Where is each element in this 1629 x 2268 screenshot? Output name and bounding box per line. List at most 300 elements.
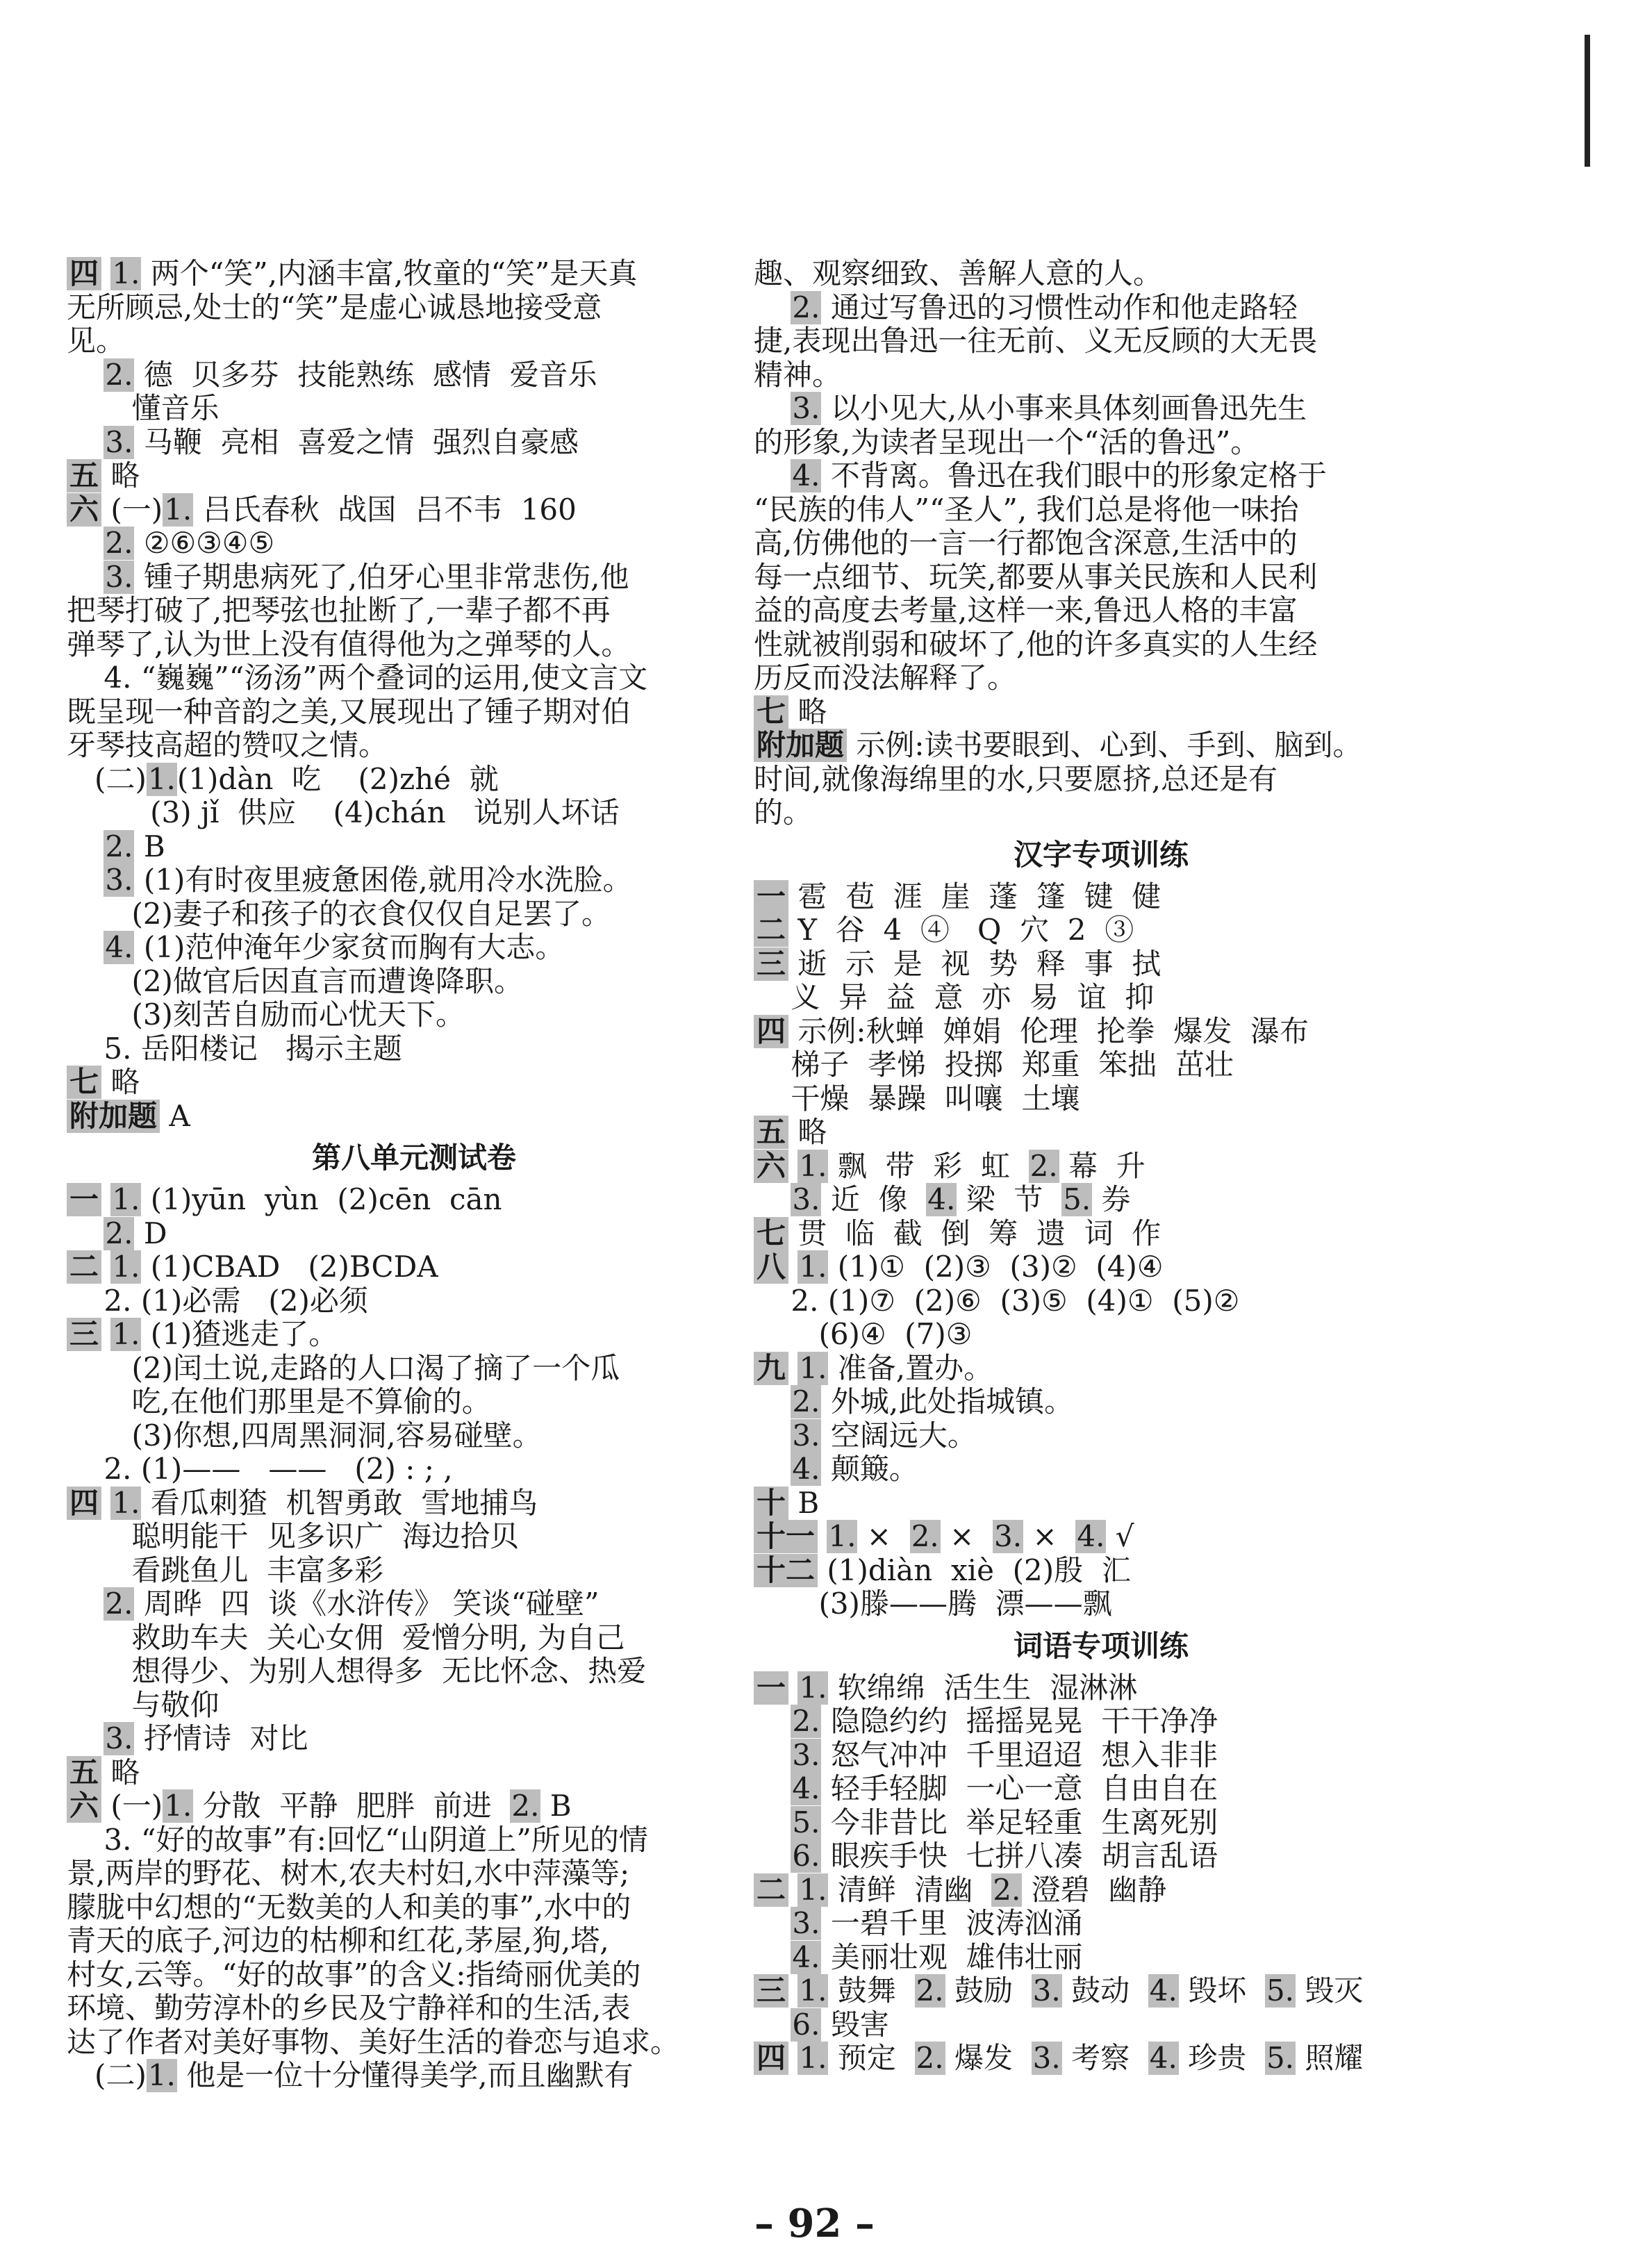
answer-line [754,459,1448,493]
answer-line [754,1671,1448,1705]
answer-text: 时间,就像海绵里的水,只要愿挤,总还是有 [754,762,1278,796]
answer-text: 鼓励 [945,1974,1032,2008]
item-number: 3. [792,1907,820,1940]
answer-text: 怒气冲冲 千里迢迢 想入非非 [821,1738,1218,1772]
answer-text: √ [1106,1520,1134,1553]
answer-line [754,1419,1448,1453]
answer-text: 逝 示 是 视 势 释 事 拭 [788,947,1161,981]
question-label: 五 [67,459,101,492]
question-label: 六 [67,1789,101,1823]
answer-line [67,358,761,392]
answer-line [754,1217,1448,1251]
answer-line [754,1015,1448,1049]
question-label: 附加题 [67,1100,160,1133]
answer-text: 景,两岸的野花、树木,农夫村妇,水中萍藻等; [67,1857,630,1890]
question-label: 一 [754,1671,788,1705]
answer-text: 益的高度去考量,这样一来,鲁迅人格的丰富 [754,594,1298,627]
answer-line [67,1992,761,2026]
answer-line [754,763,1448,797]
question-label: 十二 [754,1554,818,1587]
answer-line [754,392,1448,426]
answer-text: 吃,在他们那里是不算偷的。 [67,1385,491,1418]
answer-text [788,1873,797,1907]
answer-line [754,1250,1448,1284]
answer-text: (1)猹逃走了。 [141,1318,338,1351]
answer-text: 券 [1092,1183,1131,1216]
answer-text: (3)你想,四周黑洞洞,容易碰壁。 [67,1418,542,1452]
answer-text: 飘 带 彩 虹 [828,1149,1029,1183]
answer-text: × [857,1520,910,1553]
answer-line [754,1772,1448,1806]
answer-text: 历反而没法解释了。 [754,661,1017,695]
item-number: 2. [105,527,133,560]
item-number: 5. [1266,2042,1295,2075]
answer-line [754,324,1448,358]
item-number: 3. [105,425,133,459]
question-label: 三 [754,1974,788,2008]
item-number: 5. [1063,1183,1091,1216]
answer-text [754,1772,791,1805]
answer-text: 聪明能干 见多识广 海边拾贝 [67,1520,519,1553]
answer-text: 梁 节 [957,1183,1062,1216]
item-number: 2. [105,1216,133,1250]
item-number: 1. [112,1318,140,1351]
question-label: 一 [754,880,788,913]
page-number: – 92 – [754,2201,875,2246]
answer-text: ②⑥③④⑤ [134,527,275,560]
answer-line [67,459,761,493]
answer-text: 5. 岳阳楼记 揭示主题 [67,1032,402,1066]
answer-text: B [134,829,165,863]
answer-text: × [1023,1520,1076,1553]
item-number: 4. [1077,1520,1105,1553]
question-label: 附加题 [754,729,847,762]
answer-text: 牙琴技高超的赞叹之情。 [67,729,388,762]
item-number: 1. [799,1974,827,2008]
answer-line [754,1520,1448,1554]
answer-line [67,1284,761,1318]
item-number: 6. [792,1839,820,1873]
answer-text: (1)CBAD (2)BCDA [141,1250,438,1284]
answer-line [67,1756,761,1790]
answer-text: 毁害 [821,2008,889,2042]
answer-line [754,1352,1448,1386]
question-label: 三 [67,1318,101,1351]
answer-line [754,527,1448,561]
answer-text: 通过写鲁迅的习惯性动作和他走路轻 [821,290,1298,324]
question-label: 四 [754,2042,788,2075]
item-number: 5. [792,1805,820,1839]
answer-text [67,1587,104,1621]
answer-text: 毁灭 [1296,1974,1364,2008]
answer-text: (1)有时夜里疲惫困倦,就用冷水洗脸。 [134,863,632,897]
answer-line [67,661,761,695]
answer-text: 略 [101,459,140,492]
answer-text: A [160,1099,190,1133]
item-number: 1. [147,2059,176,2092]
item-number: 4. [1149,2042,1177,2075]
question-label: 九 [754,1352,788,1385]
answer-text: 眼疾手快 七拼八凑 胡言乱语 [821,1839,1218,1873]
answer-line [754,291,1448,325]
answer-line [67,527,761,561]
question-label: 四 [67,1487,101,1520]
answer-text [101,1250,110,1284]
answer-line [67,1958,761,1992]
answer-text: B [540,1789,572,1823]
answer-text: 考察 [1061,2042,1148,2075]
answer-text [754,1941,791,1974]
answer-line [67,1924,761,1958]
answer-line [754,1941,1448,1975]
item-number: 3. [105,863,133,897]
answer-line [754,1116,1448,1150]
answer-line [67,1857,761,1891]
answer-line [67,1066,761,1100]
answer-text: 珍贵 [1178,2042,1265,2075]
answer-text: 示例:读书要眼到、心到、手到、脑到。 [847,729,1362,762]
answer-line [67,1419,761,1453]
answer-text [67,830,104,863]
answer-line [754,1385,1448,1419]
answer-text [788,1150,797,1183]
item-number: 2. [105,358,133,392]
answer-text [67,527,104,560]
right-column [754,257,1448,2076]
answer-line [754,1806,1448,1840]
answer-text: 爆发 [945,2042,1032,2075]
item-number: 2. [911,1520,939,1553]
answer-line [754,628,1448,662]
question-label: 五 [67,1756,101,1789]
answer-text [754,2008,791,2042]
answer-text: (3) jǐ 供应 (4)chán 说别人坏话 [67,796,620,829]
answer-line [67,628,761,662]
answer-text: 懂音乐 [67,392,220,425]
answer-line [67,1183,761,1217]
answer-text: 不背离。鲁迅在我们眼中的形象定格于 [821,459,1327,492]
item-number: 4. [1149,1974,1177,2008]
item-number: 2. [916,2042,944,2075]
answer-text [67,426,104,459]
answer-line [67,1722,761,1756]
section-heading: 第八单元测试卷 [311,1141,516,1175]
answer-text: 与敬仰 [67,1688,220,1722]
answer-text: 今非昔比 举足轻重 生离死别 [821,1805,1218,1839]
answer-text: 梯子 孝悌 投掷 郑重 笨拙 茁壮 [754,1048,1234,1082]
answer-line [67,1100,761,1134]
answer-line [754,1082,1448,1116]
answer-text [754,1183,791,1216]
answer-line [754,2042,1448,2076]
answer-text [101,1183,110,1216]
answer-text: 略 [101,1066,140,1099]
answer-text: 一碧千里 波涛汹涌 [821,1907,1083,1940]
item-number: 1. [799,1873,827,1907]
question-label: 十一 [754,1520,818,1553]
item-number: 2. [105,1587,133,1621]
answer-text: 雹 苞 涯 崖 蓬 篷 键 健 [788,879,1161,913]
answer-text [67,561,104,594]
answer-text: 性就被削弱和破坏了,他的许多真实的人生经 [754,627,1318,661]
item-number: 3. [792,1418,820,1452]
answer-text: 精神。 [754,358,842,392]
answer-text [754,1419,791,1452]
answer-text: (3)刻苦自励而心忧天下。 [67,998,465,1032]
answer-text: 的形象,为读者呈现出一个“活的鲁迅”。 [754,425,1260,459]
item-number: 3. [792,1738,820,1772]
answer-text: 锺子期患病死了,伯牙心里非常悲伤,他 [134,560,629,594]
question-label: 七 [754,1217,788,1250]
answer-text [754,1806,791,1839]
question-label: 四 [67,257,101,290]
answer-text: 达了作者对美好事物、美好生活的眷恋与追求。 [67,2025,680,2059]
item-number: 3. [1032,2042,1061,2075]
answer-text [754,1739,791,1772]
question-label: 一 [67,1183,101,1216]
answer-line [67,695,761,729]
answer-text: 无所顾忌,处士的“笑”是虚心诚恳地接受意 [67,290,602,324]
answer-line [67,1789,761,1823]
answer-text [788,1671,797,1705]
answer-line [67,2026,761,2060]
answer-line [754,981,1448,1015]
answer-text: 把琴打破了,把琴弦也扯断了,一辈子都不再 [67,594,611,627]
answer-text: 既呈现一种音韵之美,又展现出了锺子期对伯 [67,695,631,729]
answer-line [67,493,761,527]
answer-text: B [788,1486,820,1520]
answer-line [754,1839,1448,1873]
answer-line [67,561,761,595]
answer-text: D [134,1216,167,1250]
answer-text: 软绵绵 活生生 湿淋淋 [828,1671,1138,1705]
answer-text: 2. (1)—— —— (2) : ; , [67,1452,453,1486]
answer-text: 隐隐约约 摇摇晃晃 干干净净 [821,1705,1218,1738]
item-number: 2. [792,1705,820,1738]
answer-text: 美丽壮观 雄伟壮丽 [821,1940,1083,1974]
item-number: 1. [799,1671,827,1705]
item-number: 1. [164,492,192,527]
answer-text: (6)④ (7)③ [754,1318,973,1351]
answer-text: 清鲜 清幽 [828,1873,992,1907]
answer-text: 德 贝多芬 技能熟练 感情 爱音乐 [134,358,597,392]
answer-text: 高,仿佛他的一言一行都饱含深意,生活中的 [754,527,1298,560]
answer-text: 贯 临 截 倒 筹 遗 词 作 [788,1216,1161,1250]
answer-text [754,392,791,425]
answer-line [67,291,761,325]
answer-line [754,1873,1448,1907]
answer-text: 4. “巍巍”“汤汤”两个叠词的运用,使文言文 [67,661,648,695]
item-number: 1. [112,1183,140,1216]
item-number: 3. [105,1722,133,1755]
item-number: 2. [511,1789,540,1823]
section-heading: 汉字专项训练 [1013,837,1189,872]
answer-text: 近 像 [821,1183,927,1216]
answer-line [67,594,761,628]
answer-line [67,1217,761,1251]
answer-line [754,947,1448,982]
answer-text: Y 谷 4 ④ Q 穴 2 ③ [788,913,1134,947]
answer-text: (2)妻子和孩子的衣食仅仅自足罢了。 [67,897,611,931]
answer-line [67,1689,761,1723]
answer-text: 毁坏 [1178,1974,1265,2008]
question-label: 十 [754,1487,788,1520]
answer-line [67,392,761,426]
question-label: 六 [67,493,101,527]
answer-line [67,1250,761,1284]
item-number: 1. [164,1789,192,1823]
answer-line [67,1487,761,1521]
answer-line [67,426,761,460]
item-number: 6. [792,2008,820,2042]
answer-line [754,913,1448,947]
answer-line [67,729,761,763]
answer-text: 青天的底子,河边的枯柳和红花,茅屋,狗,塔, [67,1924,609,1957]
answer-text [818,1520,827,1553]
answer-line [67,2059,761,2093]
answer-text [754,1452,791,1486]
answer-line [67,257,761,291]
answer-text [754,291,791,324]
answer-text: (1)diàn xiè (2)殷 汇 [818,1553,1131,1587]
question-label: 三 [754,947,788,981]
item-number: 1. [799,2042,827,2075]
answer-text: (2)闰土说,走路的人口渴了摘了一个瓜 [67,1351,620,1385]
answer-line [754,1150,1448,1184]
item-number: 1. [112,1250,140,1284]
answer-line [67,1318,761,1352]
answer-line [754,695,1448,729]
answer-text: 2. (1)⑦ (2)⑥ (3)⑤ (4)① (5)② [754,1284,1240,1318]
answer-text [754,459,791,492]
answer-text: (1)范仲淹年少家贫而胸有大志。 [134,931,565,964]
answer-text: 干燥 暴躁 叫嚷 土壤 [754,1082,1080,1116]
answer-line [754,880,1448,914]
answer-line [67,897,761,932]
answer-text: 两个“笑”,内涵丰富,牧童的“笑”是天真 [141,257,638,290]
answer-line [67,1520,761,1554]
answer-line [754,1048,1448,1082]
item-number: 4. [792,459,820,492]
item-number: 4. [927,1183,956,1216]
item-number: 1. [112,257,140,290]
answer-text: 2. (1)必需 (2)必须 [67,1284,368,1318]
answer-text [67,1722,104,1755]
answer-line [67,863,761,897]
answer-line [754,561,1448,595]
answer-text: 村女,云等。“好的故事”的含义:指绮丽优美的 [67,1957,641,1992]
answer-text: 轻手轻脚 一心一意 自由自在 [821,1772,1218,1805]
answer-text: 朦胧中幻想的“无数美的人和美的事”,水中的 [67,1890,631,1924]
answer-text: 看瓜刺猹 机智勇敢 雪地捕鸟 [141,1486,538,1520]
answer-line [754,1452,1448,1487]
answer-text: 弹琴了,认为世上没有值得他为之弹琴的人。 [67,627,631,661]
item-number: 1. [799,1250,827,1284]
question-label: 二 [754,913,788,947]
answer-text [754,1907,791,1940]
answer-text [101,1487,110,1520]
answer-text [67,863,104,897]
answer-text: 救助车夫 关心女佣 爱憎分明, 为自己 [67,1621,625,1655]
answer-line [754,426,1448,460]
answer-text: 趣、观察细致、善解人意的人。 [754,257,1163,290]
answer-line [754,1284,1448,1318]
answer-text: 预定 [828,2042,915,2075]
answer-line [754,257,1448,291]
answer-text: × [940,1520,993,1553]
item-number: 2. [916,1974,944,2008]
answer-text: 幕 升 [1059,1149,1146,1183]
answer-line [754,1705,1448,1739]
answer-line [754,493,1448,527]
answer-text: (一) [101,1789,163,1823]
answer-text [67,1217,104,1250]
answer-line [67,1452,761,1487]
answer-text: (1)dàn 吃 (2)zhé 就 [176,762,499,796]
answer-text [788,1974,797,2008]
answer-text: 环境、勤劳淳朴的乡民及宁静祥和的生活,表 [67,1992,631,2025]
answer-line [754,1907,1448,1941]
answer-line [67,796,761,830]
question-label: 七 [754,695,788,729]
answer-text: 看跳鱼儿 丰富多彩 [67,1553,384,1587]
item-number: 4. [105,931,133,964]
question-label: 二 [754,1873,788,1907]
answer-text: (1)yūn yùn (2)cēn cān [141,1183,502,1216]
answer-line [754,2008,1448,2042]
item-number: 4. [792,1940,820,1974]
answer-line [754,1587,1448,1621]
question-label: 二 [67,1250,101,1284]
answer-text [788,1250,797,1284]
answer-text: 略 [101,1755,140,1789]
answer-text: (二) [67,762,147,796]
question-label: 八 [754,1250,788,1284]
answer-line [67,1385,761,1419]
question-label: 五 [754,1116,788,1149]
item-number: 4. [792,1772,820,1805]
item-number: 2. [792,290,820,324]
item-number: 2. [105,829,133,863]
answer-text: 的。 [754,796,813,829]
item-number: 3. [792,1183,820,1216]
answer-text [788,2042,797,2075]
answer-text: 鼓舞 [828,1974,915,2008]
answer-line [754,1739,1448,1773]
question-label: 七 [67,1066,101,1099]
answer-text [754,1705,791,1738]
question-label: 四 [754,1015,788,1048]
item-number: 2. [1030,1149,1058,1183]
answer-text: 准备,置办。 [828,1351,993,1385]
item-number: 4. [792,1452,820,1486]
answer-line [67,324,761,358]
answer-text: 吕氏春秋 战国 吕不韦 160 [193,492,577,527]
answer-line [67,1823,761,1857]
answer-line [67,965,761,999]
answer-line [754,1487,1448,1521]
answer-line [67,931,761,965]
answer-text: 义 异 益 意 亦 易 谊 抑 [754,981,1155,1014]
answer-line [754,796,1448,830]
answer-text: 3. “好的故事”有:回忆“山阴道上”所见的情 [67,1823,648,1857]
answer-line [754,1318,1448,1352]
item-number: 1. [147,762,176,796]
answer-line [67,830,761,864]
answer-line [67,1352,761,1386]
answer-line [67,998,761,1032]
answer-line [67,763,761,797]
